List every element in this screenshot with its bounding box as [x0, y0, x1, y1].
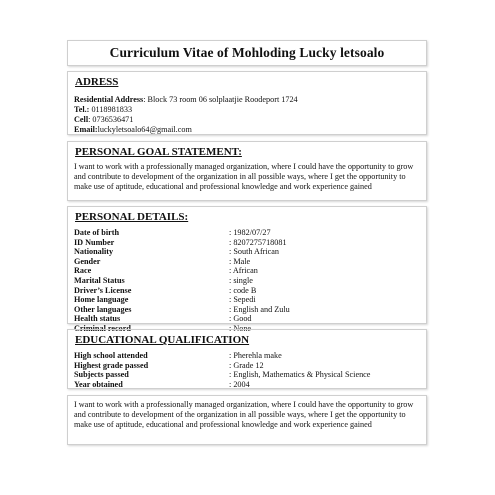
personal-value: : 1982/07/27 [229, 228, 271, 237]
education-value: : Grade 12 [229, 360, 264, 370]
education-heading: EDUCATIONAL QUALIFICATION [75, 334, 250, 346]
education-section [67, 329, 427, 389]
goal-text: I want to work with a professionally managed organization, where I could have the opportunity to grow and contribute to development of the organization in all possible ways, where I get the opportunity to make use of aptitude, educational and professional knowledge and work experience gained [74, 162, 414, 191]
personal-label: Race [74, 266, 92, 276]
personal-row-id-number [74, 238, 420, 248]
personal-value: : single [229, 275, 253, 285]
personal-row-race [74, 266, 420, 276]
education-row-highest-grade [74, 361, 420, 371]
personal-value: : English and Zulu [229, 304, 290, 314]
education-label: High school attended [74, 351, 148, 360]
personal-value: : 8207275718081 [229, 237, 287, 247]
cell-line [74, 115, 420, 125]
personal-value: : code B [229, 285, 257, 295]
closing-section [67, 395, 427, 445]
personal-label: Gender [74, 256, 101, 266]
education-row-year [74, 380, 420, 390]
education-row-high-school [74, 351, 420, 361]
cell-label: Cell [74, 115, 89, 124]
personal-row-other-languages [74, 305, 420, 315]
title-box [67, 40, 427, 66]
education-label: Highest grade passed [74, 360, 149, 370]
tel-value: 0118981833 [89, 105, 133, 114]
personal-details-heading: PERSONAL DETAILS: [75, 211, 189, 223]
education-label: Subjects passed [74, 370, 129, 380]
personal-label: Marital Status [74, 275, 125, 285]
personal-row-home-language [74, 295, 420, 305]
personal-row-health-status [74, 314, 420, 324]
personal-label: Health status [74, 314, 121, 324]
personal-row-nationality [74, 247, 420, 257]
personal-label: ID Number [74, 237, 115, 247]
personal-value: : South African [229, 247, 280, 257]
residential-address-line [74, 95, 420, 105]
email-label: Email: [74, 125, 98, 134]
personal-value: : Male [229, 256, 251, 266]
personal-value: : Sepedi [229, 295, 256, 305]
goal-section [67, 141, 427, 201]
closing-text: I want to work with a professionally managed organization, where I could have the opportunity to grow and contribute to development of the organization in all possible ways, where I get the opportunity to make use of aptitude, educational and professional knowledge and work experience gained [74, 400, 414, 429]
residential-address-label: Residential Address [74, 95, 144, 104]
education-value: : Pherehla make [229, 351, 282, 360]
address-heading: ADRESS [75, 76, 119, 88]
education-label: Year obtained [74, 379, 123, 389]
personal-label: Home language [74, 295, 129, 305]
goal-heading: PERSONAL GOAL STATEMENT: [75, 146, 242, 158]
personal-details-section [67, 206, 427, 333]
tel-label: Tel.: [74, 105, 90, 114]
personal-label: Nationality [74, 247, 114, 257]
personal-label: Criminal record [74, 323, 131, 333]
personal-row-drivers-license [74, 286, 420, 296]
personal-row-gender [74, 257, 420, 267]
cell-value: : 0736536471 [88, 115, 134, 124]
education-value: : 2004 [229, 379, 250, 389]
personal-value: : Good [229, 314, 252, 324]
cv-title: Curriculum Vitae of Mohloding Lucky letsoalo [109, 45, 385, 60]
personal-row-marital-status [74, 276, 420, 286]
personal-value: : African [229, 266, 258, 276]
email-line [74, 125, 420, 135]
residential-address-value: : Block 73 room 06 solplaatjie Roodeport 1724 [143, 95, 298, 104]
personal-value: : None [229, 323, 252, 333]
personal-row-date-of-birth [74, 228, 420, 238]
personal-label: Driver’s License [74, 285, 132, 295]
personal-label: Other languages [74, 304, 132, 314]
email-value: luckyletsoalo64@gmail.com [97, 125, 192, 134]
personal-label: Date of birth [74, 228, 120, 237]
address-section [67, 71, 427, 135]
education-value: : English, Mathematics & Physical Science [229, 370, 371, 380]
tel-line [74, 105, 420, 115]
education-row-subjects [74, 370, 420, 380]
